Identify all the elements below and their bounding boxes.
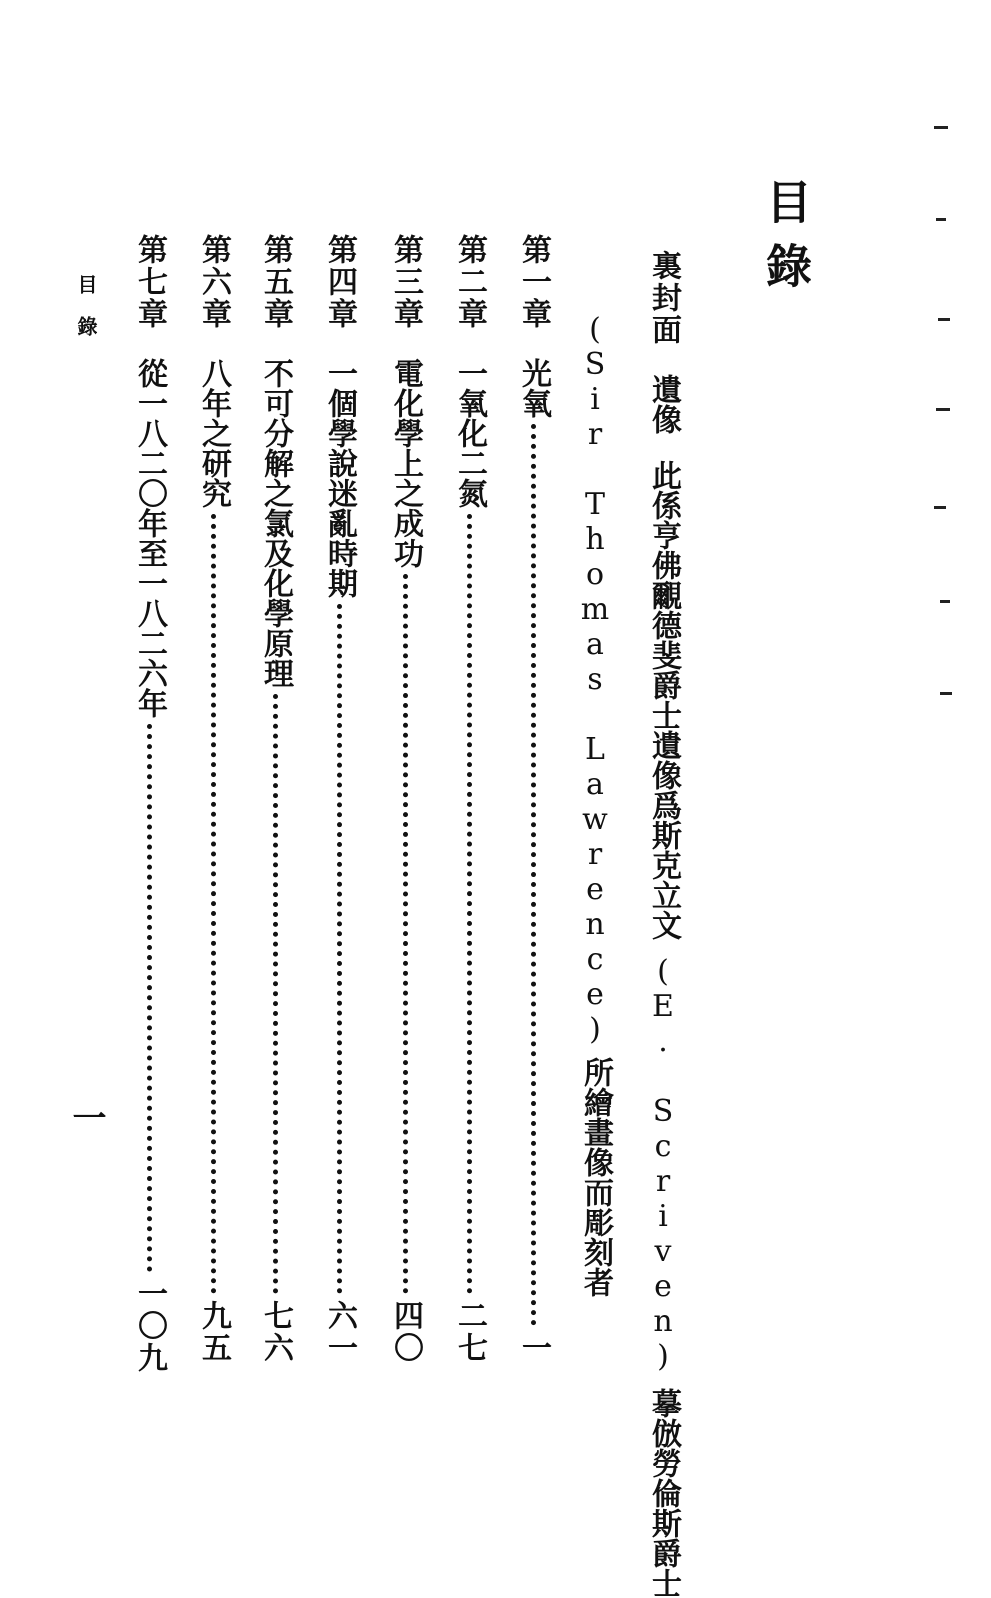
frontispiece-line-2 [573,312,617,1297]
margin-mark [934,506,946,509]
chapter-title: 八年之研究 [196,358,231,508]
toc-entry[interactable] [317,234,361,1364]
chapter-label: 第七章 [132,234,167,330]
leader-dots [211,514,216,1294]
frontispiece-kind: 遺像 [646,374,681,434]
chapter-page: 六一 [322,1300,357,1364]
chapter-page: 一〇九 [132,1278,167,1374]
margin-mark [938,318,950,321]
frontispiece-latin-scriven: (E. Scriven) [645,954,681,1374]
leader-dots [147,724,152,1272]
chapter-label: 第三章 [388,234,423,330]
margin-mark [936,408,950,411]
margin-mark [934,126,948,129]
chapter-title: 光氧 [516,358,551,418]
frontispiece-text-b: 摹倣勞倫斯爵士 [646,1388,681,1598]
toc-entry[interactable] [253,234,297,1364]
frontispiece-text-a: 此係亨佛覼德斐爵士遺像爲斯克立文 [646,460,681,940]
leader-dots [531,424,536,1326]
running-head: 目錄 [74,274,98,358]
chapter-title: 不可分解之氯及化學原理 [258,358,293,688]
leader-dots [467,514,472,1294]
margin-mark [940,600,950,603]
chapter-title: 一氧化二氮 [452,358,487,508]
chapter-page: 七六 [258,1300,293,1364]
chapter-label: 第四章 [322,234,357,330]
margin-mark [936,218,946,221]
chapter-page: 四〇 [388,1300,423,1364]
chapter-page: 二七 [452,1300,487,1364]
margin-mark [940,692,952,695]
frontispiece-line-1 [641,250,685,1598]
chapter-label: 第一章 [516,234,551,330]
leader-dots [403,574,408,1294]
chapter-label: 第五章 [258,234,293,330]
chapter-page: 一 [516,1332,551,1364]
frontispiece-text-c: 所繪畫像而彫刻者 [578,1057,613,1297]
frontispiece-label: 裏封面 [646,250,681,346]
chapter-label: 第六章 [196,234,231,330]
toc-entry[interactable] [447,234,491,1364]
chapter-label: 第二章 [452,234,487,330]
folio: 一 [66,1100,106,1134]
leader-dots [273,694,278,1294]
page-title: 目錄 [759,178,813,306]
chapter-title: 一個學說迷亂時期 [322,358,357,598]
toc-entry[interactable] [191,234,235,1364]
chapter-title: 電化學上之成功 [388,358,423,568]
toc-entry[interactable] [511,234,555,1364]
chapter-title: 從一八二〇年至一八二六年 [132,358,167,718]
frontispiece-latin-lawrence: (Sir Thomas Lawrence) [577,312,613,1047]
chapter-page: 九五 [196,1300,231,1364]
toc-entry[interactable] [127,234,171,1374]
toc-entry[interactable] [383,234,427,1364]
leader-dots [337,604,342,1294]
